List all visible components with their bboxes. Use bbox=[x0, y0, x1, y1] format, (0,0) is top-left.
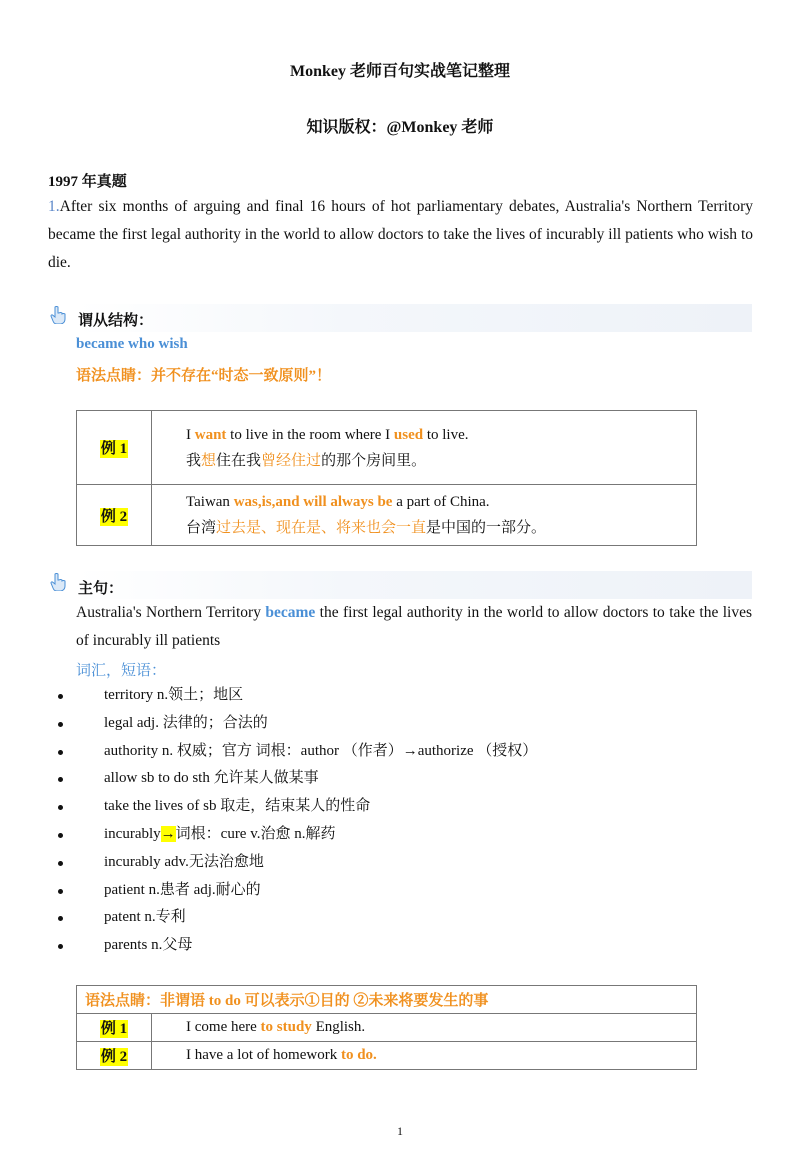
example-content-cell bbox=[152, 1014, 697, 1042]
vocab-text: territory n.领土；地区 bbox=[104, 687, 244, 703]
vocab-text: incurably bbox=[104, 825, 161, 842]
example-zh bbox=[186, 515, 696, 541]
example-en bbox=[186, 489, 696, 515]
pointing-hand-icon bbox=[50, 573, 66, 591]
vocab-text: authority n. 权威；官方 词根：author （作者）→authorize （授权） bbox=[104, 742, 538, 759]
main-heading: 主句： bbox=[78, 581, 124, 597]
clause-example-table bbox=[76, 410, 697, 546]
keyword: to study bbox=[260, 1019, 312, 1035]
text-part: 我 bbox=[186, 452, 202, 469]
pointing-hand-icon bbox=[50, 306, 66, 324]
text-part: 台湾 bbox=[186, 520, 217, 536]
text-part: to live in the room where I bbox=[226, 426, 394, 443]
text-part: Australia's Northern Territory bbox=[76, 604, 266, 621]
example-label: 例 1 bbox=[100, 1021, 128, 1037]
list-item bbox=[48, 932, 537, 960]
doc-title: Monkey 老师百句实战笔记整理 bbox=[289, 63, 510, 80]
text-part: 住在我 bbox=[216, 452, 262, 469]
clause-heading: 谓从结构： bbox=[78, 313, 154, 329]
clause-structure: became who wish bbox=[76, 336, 188, 352]
text-part: Taiwan bbox=[186, 494, 234, 510]
keyword: 想 bbox=[201, 452, 217, 469]
example-zh bbox=[186, 448, 696, 474]
example-label: 例 2 bbox=[100, 1049, 128, 1065]
example-content-cell bbox=[152, 411, 697, 485]
example-content-cell bbox=[152, 485, 697, 546]
vocab-text: take the lives of sb 取走，结束某人的性命 bbox=[104, 798, 371, 815]
list-item bbox=[48, 710, 537, 738]
clause-grammar-note: 语法点睛：并不存在“时态一致原则”！ bbox=[76, 368, 332, 384]
keyword: 曾经住过 bbox=[261, 452, 322, 469]
text-part: I bbox=[186, 426, 195, 443]
list-item bbox=[48, 765, 537, 793]
keyword: used bbox=[393, 426, 424, 443]
keyword: was,is,and will always be bbox=[233, 494, 393, 510]
vocab-text: incurably adv.无法治愈地 bbox=[104, 853, 264, 870]
page-number: 1 bbox=[397, 1124, 403, 1138]
grammar-header-row bbox=[77, 986, 697, 1014]
clause-banner bbox=[76, 304, 752, 332]
example-label-cell bbox=[77, 411, 152, 485]
list-item bbox=[48, 877, 537, 905]
list-item bbox=[48, 682, 537, 710]
example-label: 例 1 bbox=[100, 441, 128, 457]
example-label-cell bbox=[77, 485, 152, 546]
text-part: a part of China. bbox=[392, 494, 490, 510]
grammar-table bbox=[76, 985, 697, 1070]
arrow-highlight: → bbox=[160, 825, 176, 842]
list-item bbox=[48, 738, 537, 766]
grammar-header: 语法点睛：非谓语 to do 可以表示①目的 ②未来将要发生的事 bbox=[77, 986, 697, 1014]
example-label: 例 2 bbox=[100, 508, 128, 525]
vocab-text: patent n.专利 bbox=[104, 909, 186, 926]
main-sentence bbox=[76, 599, 752, 655]
example-content-cell bbox=[152, 1042, 697, 1070]
vocab-text: 词根：cure v.治愈 n.解药 bbox=[175, 825, 336, 842]
list-item bbox=[48, 904, 537, 932]
example-row bbox=[77, 1014, 697, 1042]
sentence-text: After six months of arguing and final 16 hours of hot parliamentary debates, Australia's Northern Territory became the first legal authority in the world to allow doctors to take the lives of incurably ill patients who wish to die. bbox=[48, 198, 753, 271]
year-heading: 1997 年真题 bbox=[48, 174, 127, 190]
list-item bbox=[48, 793, 537, 821]
vocab-text: patient n.患者 adj.耐心的 bbox=[104, 881, 261, 898]
text-part: 的那个房间里。 bbox=[321, 452, 427, 469]
text-part: the first legal authority in the world to allow doctors to take the lives of incurably ill patients bbox=[76, 604, 752, 649]
example-row bbox=[77, 485, 697, 546]
keyword: to do. bbox=[340, 1047, 377, 1063]
example-row bbox=[77, 411, 697, 485]
keyword: became bbox=[265, 604, 316, 621]
text-part: I come here bbox=[186, 1019, 261, 1035]
sentence-number: 1. bbox=[48, 198, 60, 215]
keyword: 过去是、现在是、将来也会一直 bbox=[216, 520, 427, 536]
vocab-list bbox=[48, 682, 537, 960]
text-part: English. bbox=[311, 1019, 366, 1035]
vocab-heading: 词汇，短语： bbox=[76, 663, 167, 679]
text-part: to live. bbox=[423, 426, 469, 443]
vocab-text: parents n.父母 bbox=[104, 937, 193, 954]
copyright-line: 知识版权：@Monkey 老师 bbox=[306, 119, 494, 136]
example-label-cell bbox=[77, 1014, 152, 1042]
example-row bbox=[77, 1042, 697, 1070]
source-sentence bbox=[48, 193, 753, 277]
keyword: want bbox=[194, 426, 227, 443]
text-part: 是中国的一部分。 bbox=[426, 520, 547, 536]
text-part: I have a lot of homework bbox=[186, 1047, 341, 1063]
example-label-cell bbox=[77, 1042, 152, 1070]
main-banner bbox=[76, 571, 752, 599]
vocab-text: legal adj. 法律的；合法的 bbox=[104, 714, 268, 731]
vocab-text: allow sb to do sth 允许某人做某事 bbox=[104, 770, 319, 787]
list-item bbox=[48, 821, 537, 849]
list-item bbox=[48, 849, 537, 877]
example-en bbox=[186, 422, 696, 448]
